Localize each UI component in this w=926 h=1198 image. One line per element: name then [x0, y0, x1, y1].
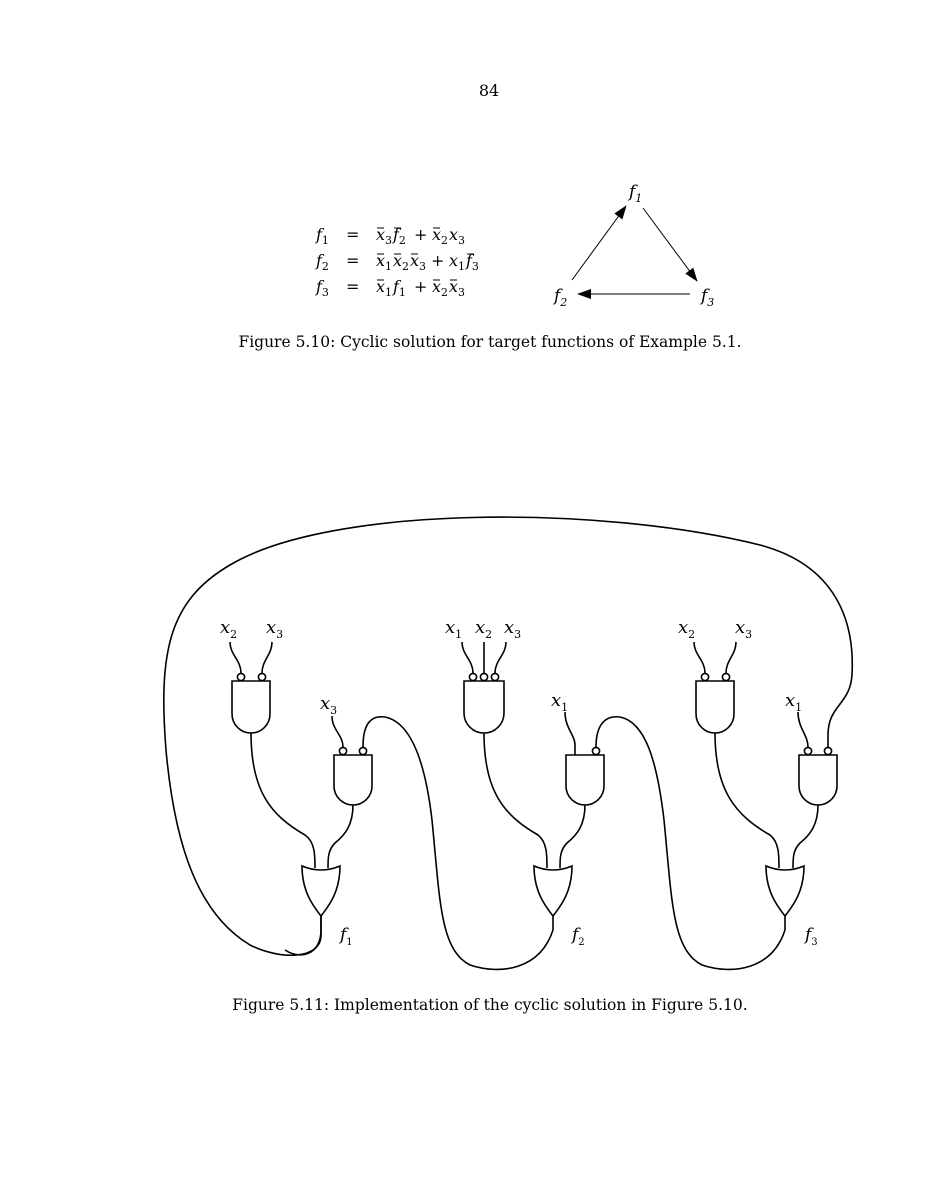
inversion-bubble — [339, 747, 346, 754]
output-label-f1: $f_1$ — [340, 925, 353, 948]
input-label-x3: $x_3$ — [320, 693, 338, 717]
output-label-f3: $f_3$ — [805, 925, 818, 948]
input-label-x2: $x_2$ — [220, 617, 238, 641]
equation-term: $f_2$ — [393, 225, 406, 247]
equation-term: $x_2$ — [432, 225, 449, 247]
input-label-x1: $x_1$ — [445, 617, 463, 641]
inversion-bubble — [237, 673, 244, 680]
page-number: 84 — [478, 81, 500, 100]
equation-row — [315, 225, 465, 247]
inversion-bubble — [824, 747, 831, 754]
equation-term: $x_2$ — [393, 251, 410, 273]
inversion-bubble — [804, 747, 811, 754]
inversion-bubble — [480, 673, 487, 680]
input-label-x2: $x_2$ — [678, 617, 696, 641]
figure-5-11-caption: Figure 5.11: Implementation of the cyclic solution in Figure 5.10. — [232, 996, 748, 1014]
equation-term: $x_1$ — [376, 277, 393, 299]
wire-g2a-or2 — [484, 733, 547, 868]
equation-operator: + — [431, 251, 445, 270]
equation-operator: + — [414, 225, 428, 244]
equation-term: $x_1$ — [376, 251, 393, 273]
edge-f2-to-f1 — [572, 206, 626, 280]
input-label-x2: $x_2$ — [475, 617, 493, 641]
wire-x1-gate3b — [798, 712, 808, 747]
equation-equals: = — [346, 277, 360, 296]
equation-row — [315, 251, 479, 273]
equation-equals: = — [346, 251, 360, 270]
output-label-f2: $f_2$ — [572, 925, 585, 948]
equation-term: $x_3$ — [410, 251, 427, 273]
inversion-bubble — [592, 747, 599, 754]
wire-g2b-or2 — [560, 805, 585, 868]
and-gate-1a — [232, 681, 270, 733]
equation-lhs: $f_3$ — [316, 277, 329, 299]
inversion-bubble — [359, 747, 366, 754]
wire-f1-feedback-gate3b — [164, 517, 852, 955]
inversion-bubble — [491, 673, 498, 680]
equation-operator: + — [414, 277, 428, 296]
circuit-diagram — [164, 517, 852, 969]
or-gate-2 — [534, 866, 572, 916]
equation-term: $x_3$ — [376, 225, 393, 247]
cycle-graph — [552, 182, 714, 309]
equation-row — [315, 277, 465, 299]
inversion-bubble — [722, 673, 729, 680]
wire-g3a-or3 — [715, 733, 779, 868]
equation-term: $x_3$ — [449, 277, 466, 299]
input-label-x1: $x_1$ — [785, 690, 803, 714]
input-label-x3: $x_3$ — [735, 617, 753, 641]
graph-node-f3: $f_3$ — [701, 286, 715, 309]
edge-f1-to-f3 — [643, 208, 697, 281]
and-gate-2a — [464, 681, 504, 733]
equation-term: $f_1$ — [393, 277, 406, 299]
wire-f2-feedback-gate1b — [363, 717, 553, 970]
inversion-bubble — [258, 673, 265, 680]
wire-x3-gate2a — [495, 642, 506, 673]
wire-x3-gate3a — [726, 642, 736, 673]
inversion-bubble — [701, 673, 708, 680]
wire-x3-gate1a — [262, 642, 272, 673]
equation-block — [315, 225, 479, 299]
wire-g1a-or1 — [251, 733, 315, 868]
wire-x1-gate2a — [462, 642, 473, 673]
and-gate-2b — [566, 755, 604, 805]
equation-term: $x_3$ — [449, 225, 466, 247]
wire-g3b-or3 — [793, 805, 818, 868]
equation-lhs: $f_2$ — [316, 251, 329, 273]
input-label-x1: $x_1$ — [551, 690, 569, 714]
wire-x2-gate1a — [230, 642, 241, 673]
wire-x3-gate1b — [332, 716, 343, 747]
equation-term: $x_1$ — [449, 251, 466, 273]
equation-term: $f_3$ — [466, 251, 479, 273]
equation-term: $x_2$ — [432, 277, 449, 299]
graph-node-f1: $f_1$ — [629, 182, 643, 205]
inversion-bubble — [469, 673, 476, 680]
and-gate-3a — [696, 681, 734, 733]
or-gate-1 — [302, 866, 340, 916]
equation-lhs: $f_1$ — [316, 225, 329, 247]
input-label-x3: $x_3$ — [266, 617, 284, 641]
wire-f3-feedback-gate2b — [596, 717, 785, 970]
wire-x2-gate3a — [694, 642, 705, 673]
graph-node-f2: $f_2$ — [554, 286, 568, 309]
figure-5-10-caption: Figure 5.10: Cyclic solution for target functions of Example 5.1. — [238, 333, 742, 351]
wire-x1-gate2b — [565, 712, 575, 755]
wire-g1b-or1 — [328, 805, 353, 868]
equation-equals: = — [346, 225, 360, 244]
and-gate-3b — [799, 755, 837, 805]
and-gate-1b — [334, 755, 372, 805]
input-label-x3: $x_3$ — [504, 617, 522, 641]
or-gate-3 — [766, 866, 804, 916]
